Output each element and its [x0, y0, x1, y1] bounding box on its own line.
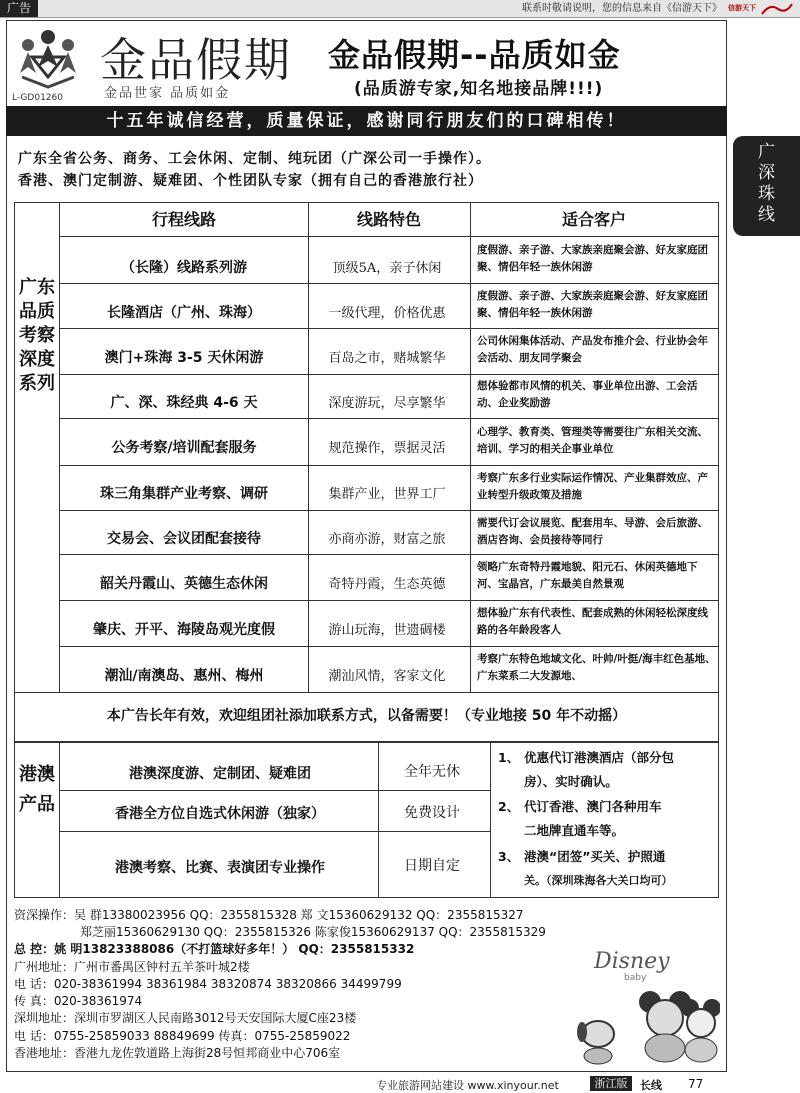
row-divider — [14, 692, 719, 693]
row-divider — [60, 600, 718, 601]
hk-item: 港澳考察、比赛、表演团专业操作 — [115, 860, 325, 876]
route-feature: 一级代理，价格优惠 — [328, 306, 446, 321]
hk-service-text: 优惠代订港澳酒店（部分包 — [524, 750, 675, 765]
route-customers: 公司休闲集体活动、产品发布推介会、行业协会年会活动、朋友同学聚会 — [477, 335, 708, 364]
contact-line — [14, 959, 250, 975]
contact-value: 深圳市罗湖区人民南路3012号天安国际大厦C座23楼 — [74, 1011, 357, 1025]
row-divider — [60, 646, 718, 647]
route-name: 珠三角集群产业考察、调研 — [100, 486, 268, 502]
route-customers: 想体验广东有代表性、配套成熟的休闲轻松深度线路的各年龄段客人 — [477, 607, 708, 636]
contact-line — [14, 993, 142, 1009]
contact-label: 电 话： — [14, 1029, 54, 1043]
brand-name: 金品假期 — [100, 33, 292, 87]
hk-service — [498, 845, 716, 893]
route-feature: 亦商亦游，财富之旅 — [328, 532, 446, 547]
banner: 十五年诚信经营，质量保证，感谢同行朋友们的口碑相传！ — [6, 106, 727, 136]
contact-value: 广州市番禺区钟村五羊茶叶城2楼 — [74, 960, 250, 974]
contact-line — [14, 941, 414, 957]
row-divider — [60, 554, 718, 555]
route-feature: 顶级5A，亲子休闲 — [332, 261, 442, 276]
intro-line: 香港、澳门定制游、疑难团、个性团队专家（拥有自己的香港旅行社） — [18, 173, 483, 189]
license-code: L-GD01260 — [12, 93, 63, 103]
footer-site: 专业旅游网站建设 www.xinyour.net — [376, 1079, 559, 1092]
source-note: 联系时敬请说明，您的信息来自《信游天下》 — [522, 3, 722, 14]
hk-service-number: 3、 — [498, 849, 520, 864]
route-name: 公务考察/培训配套服务 — [111, 440, 257, 456]
publisher-logo-icon — [760, 1, 794, 16]
hk-service-text: 代订香港、澳门各种用车 — [524, 799, 662, 814]
side-tab — [733, 136, 800, 236]
route-feature: 游山玩海，世遗碉楼 — [328, 623, 446, 638]
pluto-icon — [577, 1021, 614, 1064]
hk-tag: 免费设计 — [404, 805, 460, 821]
page-number: 77 — [688, 1077, 704, 1091]
route-feature: 深度游玩，尽享繁华 — [328, 396, 446, 411]
validity-note: 本广告长年有效，欢迎组团社添加联系方式，以备需要！（专业地接 50 年不动摇） — [106, 708, 627, 724]
hk-service-text: 房）、实时确认。 — [524, 774, 618, 789]
contact-value: 020-38361974 — [53, 994, 143, 1008]
route-customers: 心理学、教育类、管理类等需要往广东相关交流、培训、学习的相关企事业单位 — [477, 426, 708, 455]
route-customers: 度假游、亲子游、大家族亲庭聚会游、好友家庭团聚、情侣年轻一族休闲游 — [477, 290, 708, 319]
hk-service — [498, 795, 716, 843]
route-customers: 想体验都市风情的机关、事业单位出游、工会活动、企业奖励游 — [477, 380, 698, 409]
contact-line — [14, 1028, 350, 1044]
contact-label: 传 真： — [14, 994, 54, 1008]
row-divider — [60, 283, 718, 284]
hk-tag: 全年无休 — [404, 764, 460, 780]
intro-line: 广东全省公务、商务、工会休闲、定制、纯玩团（广深公司一手操作）。 — [18, 151, 491, 167]
contact-label: 总 控： — [14, 942, 55, 956]
slogan-title: 金品假期--品质如金 — [328, 36, 621, 74]
slogan-subtitle: (品质游专家,知名地接品牌!!!) — [354, 79, 604, 99]
col-divider — [470, 202, 471, 692]
route-customers: 领略广东奇特丹霞地貌、阳元石、休闲英德地下河、宝晶宫，广东最美自然景观 — [477, 561, 698, 590]
contact-label: 广州地址： — [14, 960, 75, 974]
contact-label: 电 话： — [14, 977, 54, 991]
contact-value: 姚 明13823388086（不打篮球好多年！） QQ：2355815332 — [54, 942, 415, 956]
route-name: （长隆）线路系列游 — [121, 260, 247, 276]
series-label-cell — [14, 202, 60, 692]
route-name: 韶关丹霞山、英德生态休闲 — [100, 576, 268, 592]
disney-sub-text: baby — [624, 973, 647, 983]
header-customers: 适合客户 — [561, 210, 626, 229]
contact-value: 香港九龙佐敦道路上海街28号恒邦商业中心706室 — [74, 1046, 341, 1060]
row-divider — [60, 831, 490, 832]
route-feature: 集群产业，世界工厂 — [328, 487, 446, 502]
side-tab-label: 广深珠线 — [758, 142, 775, 225]
col-divider — [378, 742, 379, 898]
contact-line — [14, 976, 402, 992]
hk-service-number: 2、 — [498, 799, 520, 814]
route-feature: 潮汕风情，客家文化 — [328, 669, 446, 684]
route-name: 长隆酒店（广州、珠海） — [107, 305, 261, 321]
row-divider — [60, 510, 718, 511]
contact-label: 深圳地址： — [14, 1011, 75, 1025]
hk-tag: 日期自定 — [404, 858, 460, 874]
route-name: 肇庆、开平、海陵岛观光度假 — [93, 622, 275, 638]
hk-label-cell — [14, 742, 60, 898]
contact-value: 020-38361994 38361984 38320874 38320866 34499799 — [53, 977, 402, 991]
hk-item: 港澳深度游、定制团、疑难团 — [129, 766, 311, 782]
hk-service — [498, 746, 716, 794]
contact-line — [14, 907, 524, 923]
route-name: 潮汕/南澳岛、惠州、梅州 — [104, 668, 264, 684]
row-divider — [60, 465, 718, 466]
row-divider — [60, 790, 490, 791]
route-customers: 考察广东多行业实际运作情况、产业集群效应、产业转型升级政策及措施 — [477, 472, 708, 501]
publisher-logo-text: 信游天下 — [728, 4, 756, 12]
disney-brand-text: Disney — [594, 949, 670, 974]
route-feature: 奇特丹霞，生态英德 — [328, 577, 446, 592]
brand-people-logo-icon — [12, 27, 84, 93]
route-feature: 规范操作，票据灵活 — [328, 441, 446, 456]
series-label: 广东品质考察深度系列 — [19, 277, 55, 394]
ad-tag: 广告 — [0, 0, 38, 17]
footer-edition-tag: 浙江版 — [590, 1076, 632, 1091]
route-name: 澳门+珠海 3-5 天休闲游 — [104, 350, 264, 366]
route-feature: 百岛之市，赌城繁华 — [328, 351, 446, 366]
row-divider — [60, 328, 718, 329]
hk-item: 香港全方位自选式休闲游（独家） — [115, 806, 325, 822]
contact-value: 吴 群13380023956 QQ：2355815328 郑 文15360629132 QQ：2355815327 — [74, 908, 524, 922]
hk-service-text: 关。（深圳珠海各大关口均可） — [524, 874, 673, 887]
contact-line — [14, 1010, 356, 1026]
contact-line — [80, 924, 546, 940]
footer-section: 长线 — [640, 1079, 662, 1092]
route-name: 交易会、会议团配套接待 — [107, 531, 261, 547]
col-divider — [490, 742, 491, 898]
route-name: 广、深、珠经典 4-6 天 — [110, 395, 258, 411]
mickey-icon — [639, 991, 691, 1062]
row-divider — [60, 418, 718, 419]
contact-label: 资深操作： — [14, 908, 75, 922]
disney-baby-illustration — [552, 946, 720, 1066]
contact-value: 0755-25859033 88849699 传真：0755-25859022 — [53, 1029, 351, 1043]
brand-motto: 金品世家 品质如金 — [104, 86, 231, 101]
hk-label: 港澳产品 — [19, 764, 55, 815]
route-customers: 需要代订会议展览、配套用车、导游、会后旅游、酒店咨询、会员接待等同行 — [477, 517, 708, 546]
contact-label: 香港地址： — [14, 1046, 75, 1060]
hk-service-text: 港澳“团签”买关、护照通 — [524, 849, 666, 864]
row-divider — [60, 374, 718, 375]
hk-service-text: 二地牌直通车等。 — [524, 823, 625, 838]
route-customers: 考察广东特色地域文化、叶帅/叶挺/海丰红色基地、广东菜系二大发源地、 — [477, 653, 716, 682]
header-route: 行程线路 — [151, 210, 216, 229]
row-divider — [60, 236, 718, 237]
header-feature: 线路特色 — [356, 210, 421, 229]
minnie-icon — [681, 999, 720, 1062]
route-customers: 度假游、亲子游、大家族亲庭聚会游、好友家庭团聚、情侣年轻一族休闲游 — [477, 244, 708, 273]
hk-service-number: 1、 — [498, 750, 520, 765]
contact-value: 郑芝丽15360629130 QQ：2355815326 陈家俊15360629137 QQ：2355815329 — [80, 925, 546, 939]
contact-line — [14, 1045, 340, 1061]
